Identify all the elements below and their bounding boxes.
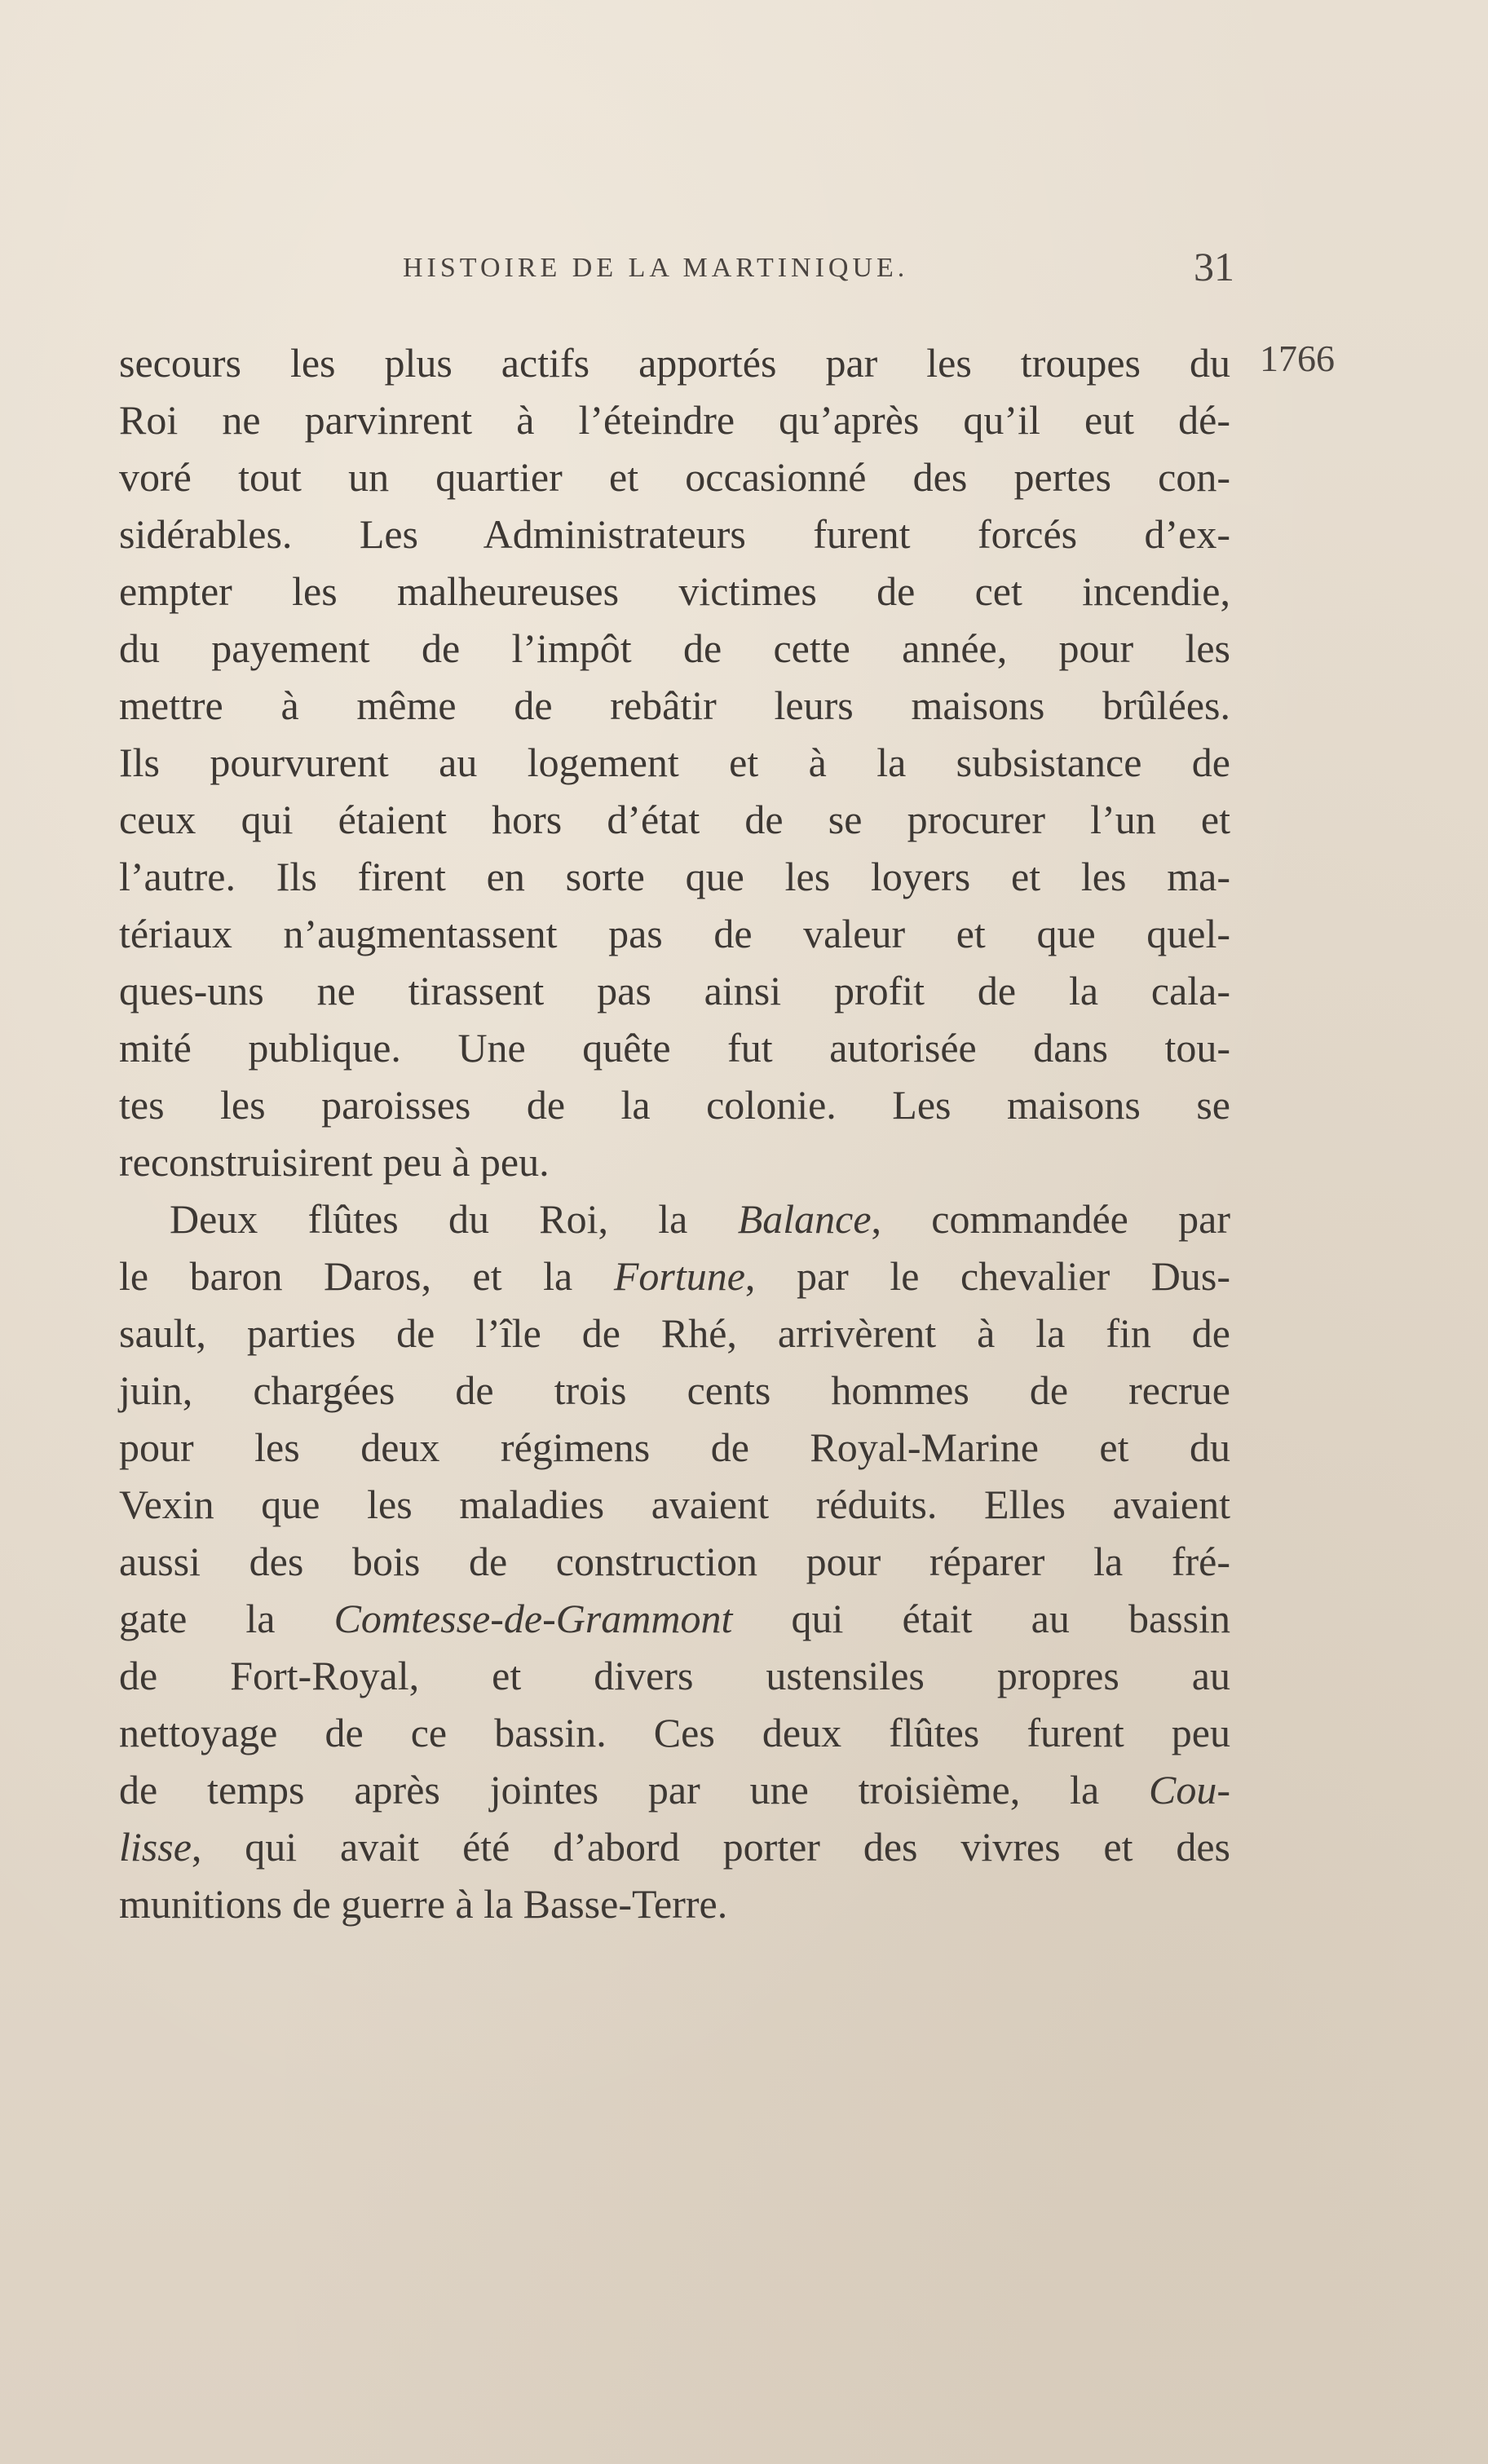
text-line: Ils pourvurent au logement et à la subsistance de (119, 740, 1230, 785)
italic-segment: Fortune (613, 1253, 745, 1299)
text-line (119, 1818, 1230, 1875)
text-line: sidérables. Les Administrateurs furent forcés d’ex- (119, 511, 1230, 557)
text-line: reconstruisirent peu à peu. (119, 1139, 550, 1185)
text-segment: , commandée par (871, 1196, 1230, 1242)
text-line: pour les deux régimens de Royal-Marine et du (119, 1424, 1230, 1470)
text-line: juin, chargées de trois cents hommes de recrue (119, 1367, 1230, 1413)
text-line: mettre à même de rebâtir leurs maisons brûlées. (119, 682, 1230, 728)
text-line (119, 1247, 1230, 1305)
text-line (119, 1761, 1230, 1818)
text-line: de Fort-Royal, et divers ustensiles propres au (119, 1653, 1230, 1698)
text-segment: , qui avait été d’abord porter des vivres et des (191, 1824, 1230, 1870)
page-number: 31 (1194, 244, 1234, 289)
italic-segment: Cou- (1149, 1767, 1230, 1813)
text-line: tes les paroisses de la colonie. Les maisons se (119, 1082, 1230, 1128)
text-line: empter les malheureuses victimes de cet incendie, (119, 568, 1230, 614)
text-segment: , par le chevalier Dus- (744, 1253, 1230, 1299)
text-line (119, 1190, 1230, 1247)
running-title: HISTOIRE DE LA MARTINIQUE. (403, 253, 909, 283)
text-segment: Deux flûtes du Roi, la (170, 1196, 738, 1242)
text-line: tériaux n’augmentassent pas de valeur et que quel- (119, 911, 1230, 956)
italic-segment: Comtesse-de-Grammont (333, 1596, 733, 1641)
text-line: Roi ne parvinrent à l’éteindre qu’après qu’il eut dé- (119, 397, 1230, 443)
text-segment: qui était au bassin (732, 1596, 1230, 1641)
text-line: sault, parties de l’île de Rhé, arrivèrent à la fin de (119, 1310, 1230, 1356)
text-line: nettoyage de ce bassin. Ces deux flûtes furent peu (119, 1710, 1230, 1755)
text-line: ques-uns ne tirassent pas ainsi profit de la cala- (119, 968, 1230, 1013)
italic-segment: lisse (119, 1824, 192, 1870)
text-segment: de temps après jointes par une troisième, la (119, 1767, 1149, 1813)
text-line: voré tout un quartier et occasionné des pertes con- (119, 454, 1230, 500)
text-line: ceux qui étaient hors d’état de se procurer l’un et (119, 797, 1230, 842)
text-line: Vexin que les maladies avaient réduits. Elles avaient (119, 1481, 1230, 1527)
text-line: secours les plus actifs apportés par les troupes du (119, 340, 1230, 386)
body-text (119, 334, 1230, 1932)
text-line: aussi des bois de construction pour réparer la fré- (119, 1539, 1230, 1584)
text-line: du payement de l’impôt de cette année, pour les (119, 625, 1230, 671)
text-segment: le baron Daros, et la (119, 1253, 614, 1299)
margin-year-note: 1766 (1260, 338, 1335, 379)
text-line (119, 1590, 1230, 1647)
text-segment: gate la (119, 1596, 334, 1641)
italic-segment: Balance (737, 1196, 872, 1242)
text-line: mité publique. Une quête fut autorisée dans tou- (119, 1025, 1230, 1071)
text-line: munitions de guerre à la Basse-Terre. (119, 1881, 728, 1927)
running-head (403, 243, 1234, 300)
text-line: l’autre. Ils firent en sorte que les loyers et les ma- (119, 854, 1230, 899)
